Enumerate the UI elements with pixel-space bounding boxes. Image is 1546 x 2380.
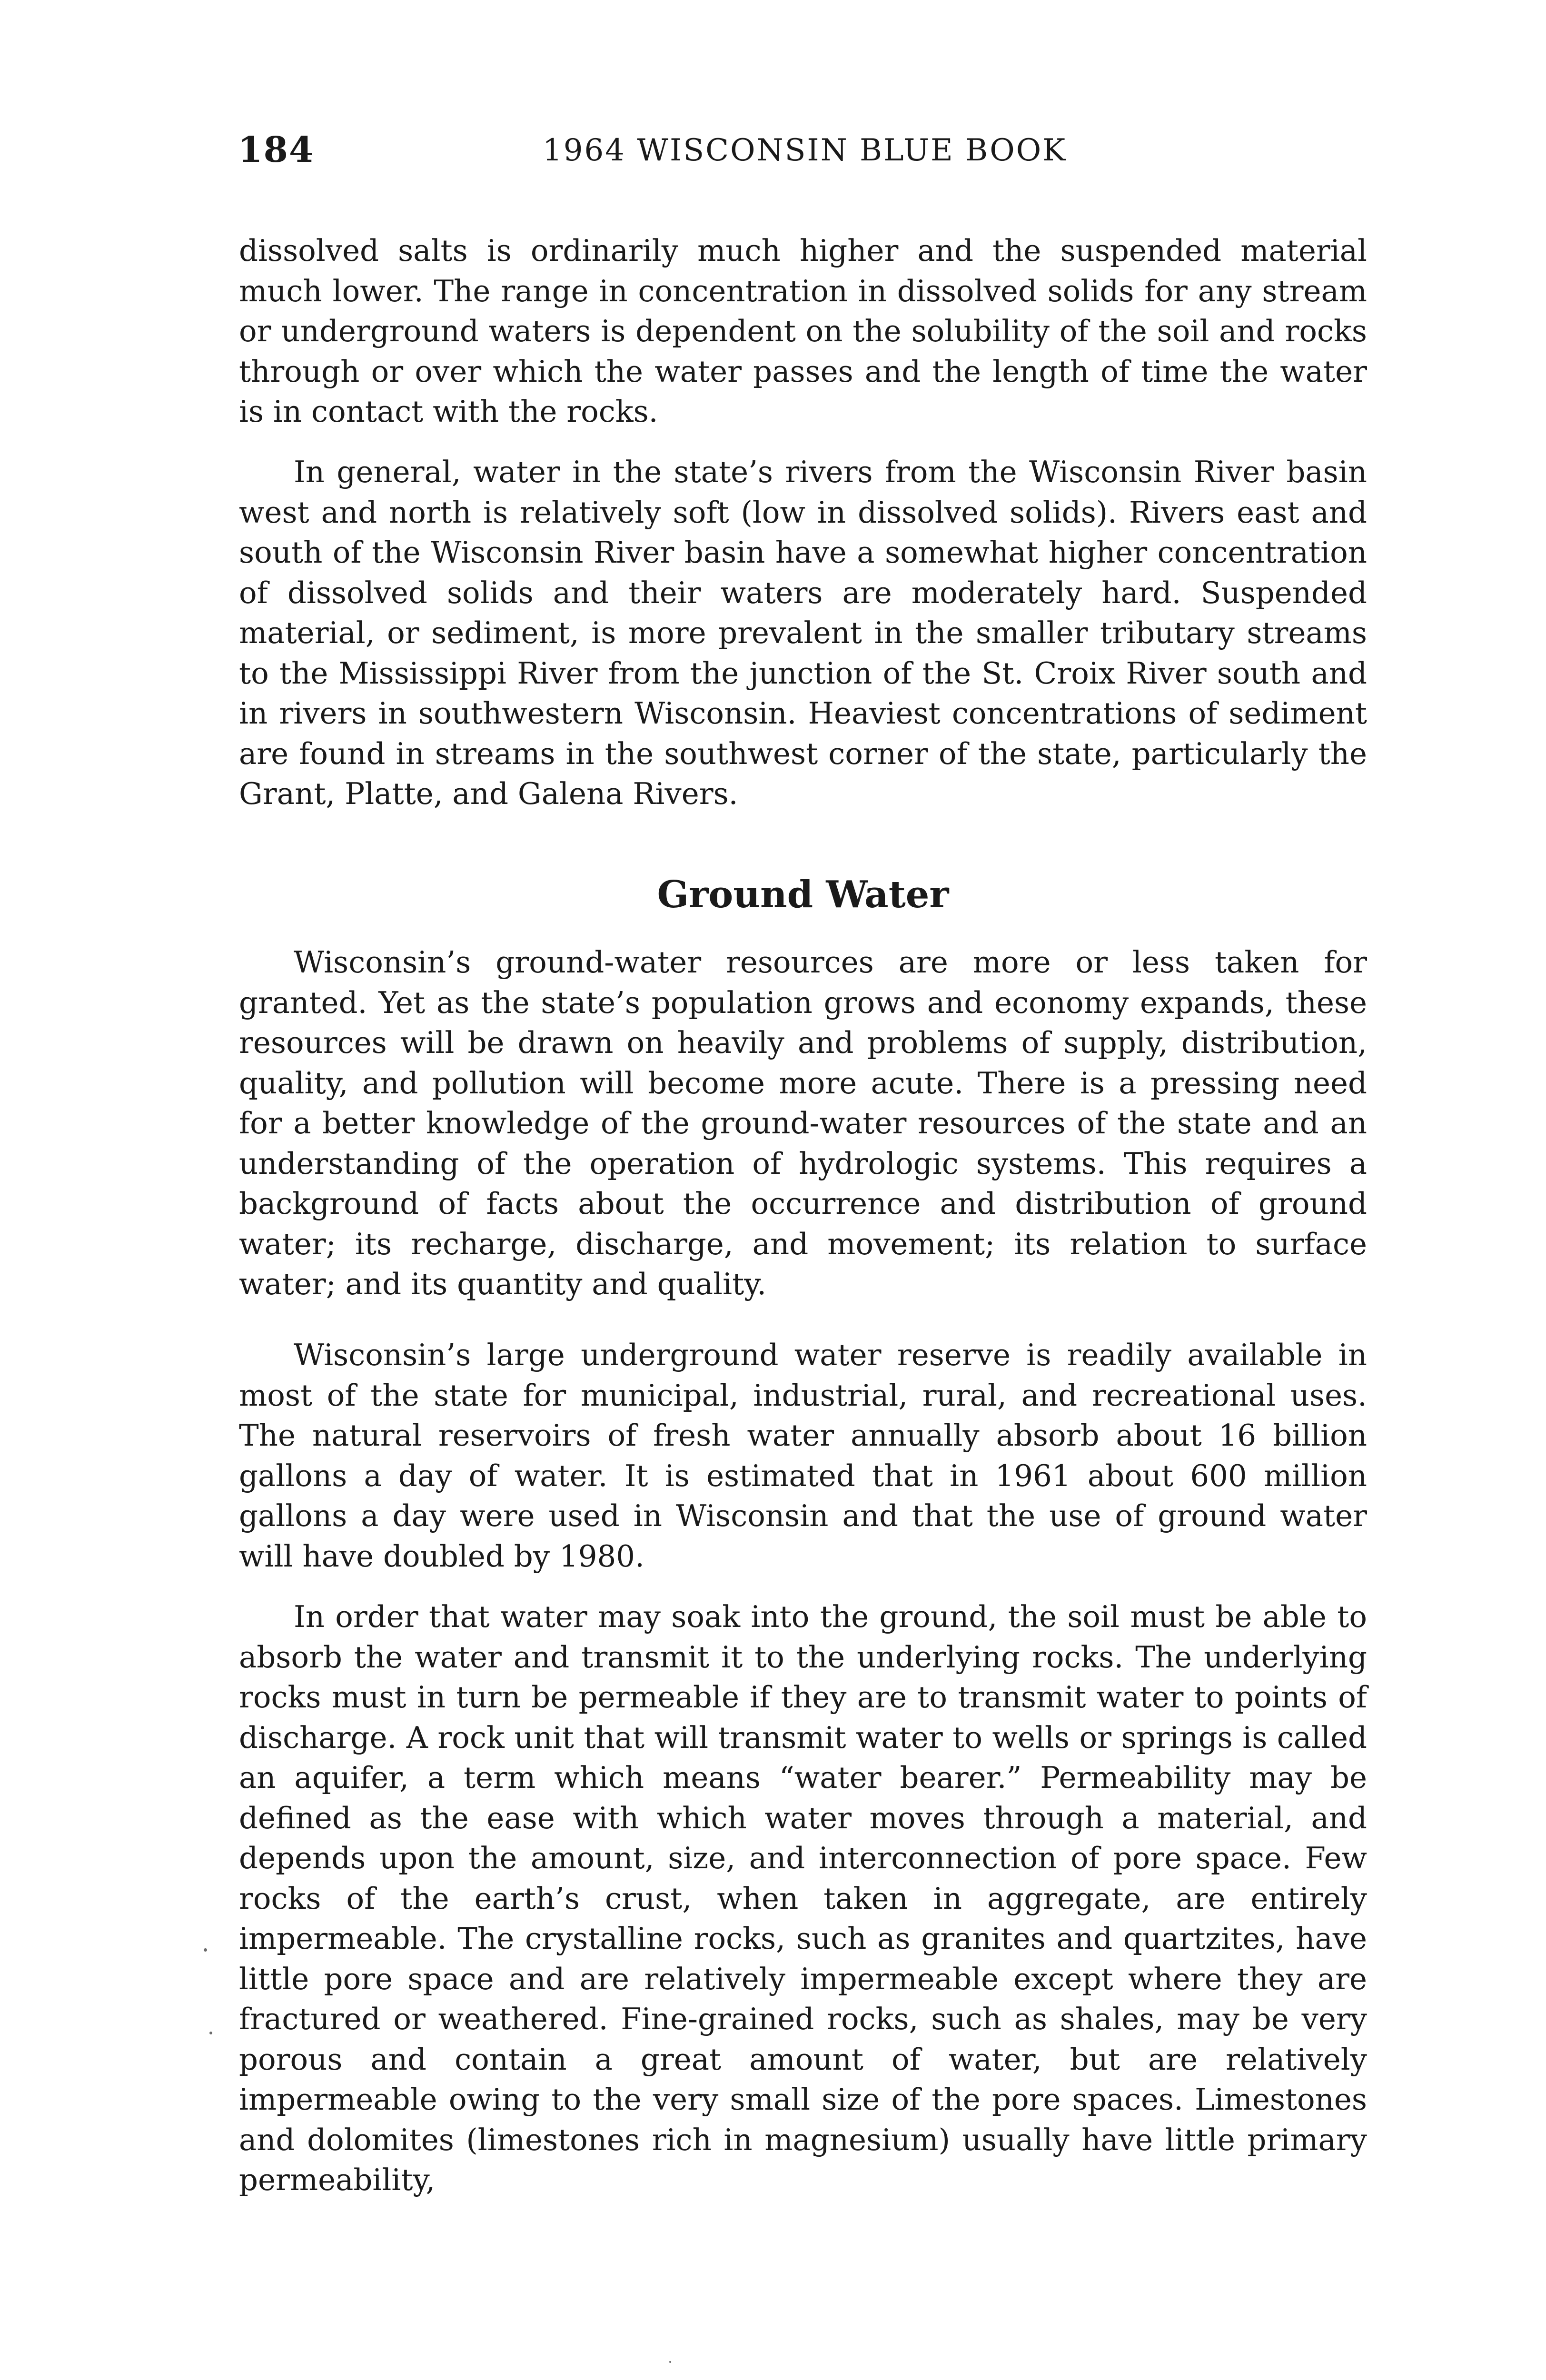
body-paragraph-permeability xyxy=(239,1597,1367,2201)
paper-speck xyxy=(204,1948,207,1952)
paragraph-text: In general, water in the state’s rivers from the Wisconsin River basin west and north is relatively soft (low in dissolved solids). Rivers east and south of the Wisconsin River basin have a somewhat higher concentration of dissolved solids and their waters are moderately hard. Suspended material, or sediment, is more prevalent in the smaller tributary streams to the Mississippi River from the junction of the St. Croix River south and in rivers in southwestern Wisconsin. Heaviest concentrations of sediment are found in streams in the southwest corner of the state, particularly the Grant, Platte, and Galena Rivers. xyxy=(239,455,1367,811)
paper-speck xyxy=(669,2361,671,2363)
paragraph-text: In order that water may soak into the ground, the soil must be able to absorb the water and transmit it to the underlying rocks. The underlying rocks must in turn be permeable if they are to transmit water to points of discharge. A rock unit that will transmit water to wells or springs is called an aquifer, a term which means “water bearer.” Permeability may be defined as the ease with which water moves through a material, and depends upon the amount, size, and interconnection of pore space. Few rocks of the earth’s crust, when taken in aggregate, are entirely impermeable. The crystalline rocks, such as granites and quartzites, have little pore space and are relatively impermeable except where they are fractured or weathered. Fine-grained rocks, such as shales, may be very porous and contain a great amount of water, but are relatively impermeable owing to the very small size of the pore spaces. Limestones and dolomites (limestones rich in magnesium) usually have little primary permeability, xyxy=(239,1599,1367,2197)
body-paragraph-reserve xyxy=(239,1335,1367,1577)
paper-speck xyxy=(209,2032,212,2034)
running-head xyxy=(238,129,1371,171)
paragraph-text: Wisconsin’s large underground water reserve is readily available in most of the state for municipal, industrial, rural, and recreational uses. The natural reservoirs of fresh water annually absorb about 16 billion gallons a day of water. It is estimated that in 1961 about 600 million gallons a day were used in Wisconsin and that the use of ground water will have doubled by 1980. xyxy=(239,1338,1367,1574)
body-paragraph-river-water xyxy=(239,452,1367,814)
book-title: 1964 WISCONSIN BLUE BOOK xyxy=(543,133,1067,168)
body-paragraph-continued xyxy=(239,231,1367,432)
section-heading: Ground Water xyxy=(657,873,949,916)
paragraph-text: Wisconsin’s ground-water resources are more or less taken for granted. Yet as the state’s population grows and economy expands, these resources will be drawn on heavily and problems of supply, distribution, quality, and pollution will become more acute. There is a pressing need for a better knowledge of the ground-water resources of the state and an understanding of the operation of hydrologic systems. This requires a background of facts about the occurrence and distribution of ground water; its recharge, discharge, and movement; its relation to surface water; and its quantity and quality. xyxy=(239,945,1367,1301)
body-paragraph-resources xyxy=(239,942,1367,1305)
paragraph-text: dissolved salts is ordinarily much higher and the suspended material much lower. The range in concentration in dissolved solids for any stream or underground waters is dependent on the solubility of the soil and rocks through or over which the water passes and the length of time the water is in contact with the rocks. xyxy=(239,233,1367,429)
page-number: 184 xyxy=(238,129,315,170)
